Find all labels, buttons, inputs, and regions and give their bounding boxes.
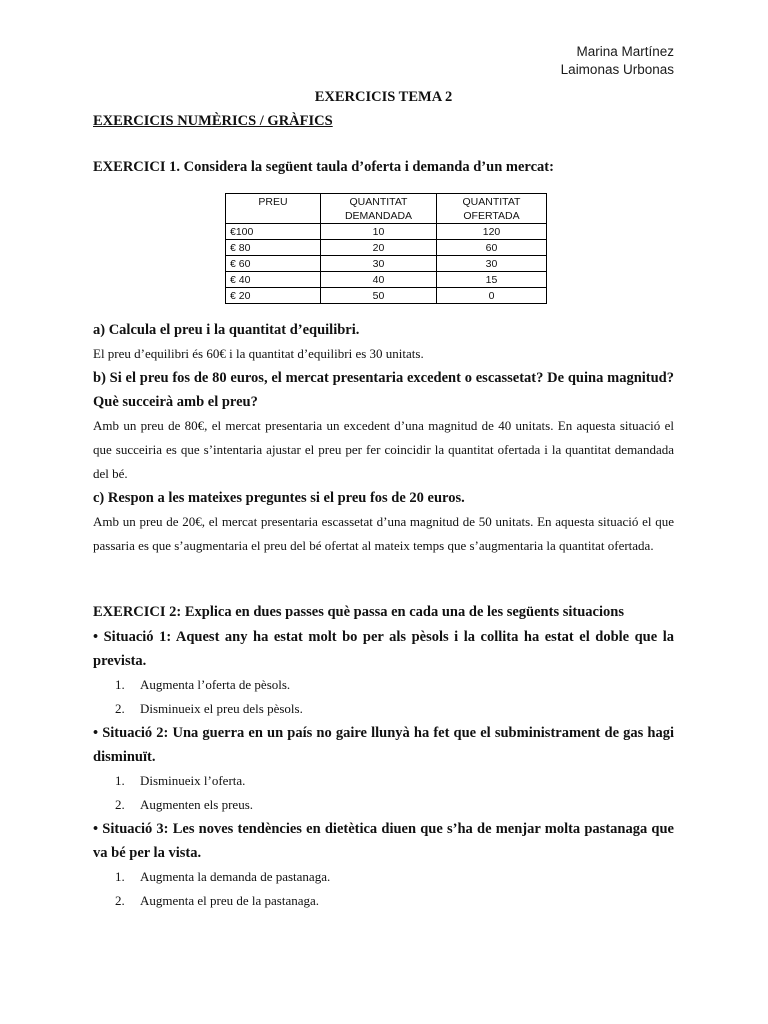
list-text: Augmenta l’oferta de pèsols. [140, 677, 291, 692]
header-price: PREU [226, 194, 321, 224]
author-name-2: Laimonas Urbonas [560, 62, 674, 77]
question-b: b) Si el preu fos de 80 euros, el mercat presentaria excedent o escassetat? De quina magnitud? Què succeirà amb el preu? [93, 370, 674, 410]
list-text: Augmenta la demanda de pastanaga. [140, 869, 331, 884]
list-number: 2. [115, 701, 125, 716]
supply-cell: 15 [437, 272, 547, 288]
list-text: Augmenten els preus. [140, 797, 254, 812]
list-text: Augmenta el preu de la pastanaga. [140, 893, 320, 908]
list-number: 1. [115, 773, 125, 788]
exercise-1-heading: EXERCICI 1. Considera la següent taula d’oferta i demanda d’un mercat: [93, 159, 554, 175]
price-cell: € 40 [226, 272, 321, 288]
list-item [93, 697, 674, 721]
list-item [93, 889, 674, 913]
table-row [226, 288, 547, 304]
page-title: EXERCICIS TEMA 2 [314, 89, 453, 105]
situation-3: • Situació 3: Les noves tendències en dietètica diuen que s’ha de menjar molta pastanaga que va bé per la vista. [93, 821, 674, 861]
price-cell: € 60 [226, 256, 321, 272]
supply-cell: 0 [437, 288, 547, 304]
price-cell: €100 [226, 224, 321, 240]
question-a: a) Calcula el preu i la quantitat d’equilibri. [93, 322, 360, 338]
list-text: Disminueix l’oferta. [140, 773, 246, 788]
header-quantity-demanded: QUANTITAT DEMANDADA [321, 194, 437, 224]
exercise-1-questions [93, 318, 674, 558]
situation-1-list [93, 673, 674, 721]
demand-cell: 20 [321, 240, 437, 256]
table-row [226, 256, 547, 272]
demand-cell: 30 [321, 256, 437, 272]
demand-cell: 50 [321, 288, 437, 304]
header-quantity-supplied: QUANTITAT OFERTADA [437, 194, 547, 224]
price-cell: € 20 [226, 288, 321, 304]
situation-3-list [93, 865, 674, 913]
answer-b: Amb un preu de 80€, el mercat presentaria un excedent d’una magnitud de 40 unitats. En aquesta situació el que succeiria es que s’intentaria ajustar el preu per fer coincidir la quantitat ofertada i la quantitat demandada del bé. [93, 418, 674, 481]
list-text: Disminueix el preu dels pèsols. [140, 701, 303, 716]
situation-1: • Situació 1: Aquest any ha estat molt bo per als pèsols i la collita ha estat el doble que la prevista. [93, 629, 674, 669]
list-item [93, 865, 674, 889]
table-header-row [226, 194, 547, 224]
list-item [93, 793, 674, 817]
supply-cell: 120 [437, 224, 547, 240]
price-cell: € 80 [226, 240, 321, 256]
exercise-2 [93, 604, 674, 913]
demand-cell: 40 [321, 272, 437, 288]
exercise-2-heading: EXERCICI 2: Explica en dues passes què passa en cada una de les següents situacions [93, 604, 624, 620]
table-row [226, 272, 547, 288]
question-c: c) Respon a les mateixes preguntes si el preu fos de 20 euros. [93, 490, 465, 506]
author-name-1: Marina Martínez [576, 44, 674, 59]
situation-2-list [93, 769, 674, 817]
supply-cell: 60 [437, 240, 547, 256]
author-block [561, 43, 674, 79]
list-item [93, 769, 674, 793]
list-number: 1. [115, 677, 125, 692]
answer-c: Amb un preu de 20€, el mercat presentaria escassetat d’una magnitud de 50 unitats. En aquesta situació el que passaria es que s’augmentaria el preu del bé ofertat al mateix temps que s’augmentaria la quantitat ofertada. [93, 514, 674, 553]
list-item [93, 673, 674, 697]
list-number: 2. [115, 893, 125, 908]
supply-cell: 30 [437, 256, 547, 272]
list-number: 2. [115, 797, 125, 812]
section-title: EXERCICIS NUMÈRICS / GRÀFICS [93, 113, 333, 129]
answer-a: El preu d’equilibri és 60€ i la quantitat d’equilibri es 30 unitats. [93, 346, 424, 361]
demand-cell: 10 [321, 224, 437, 240]
list-number: 1. [115, 869, 125, 884]
situation-2: • Situació 2: Una guerra en un país no gaire llunyà ha fet que el subministrament de gas hagi disminuït. [93, 725, 674, 765]
supply-demand-table [225, 193, 547, 304]
table-row [226, 224, 547, 240]
table-row [226, 240, 547, 256]
